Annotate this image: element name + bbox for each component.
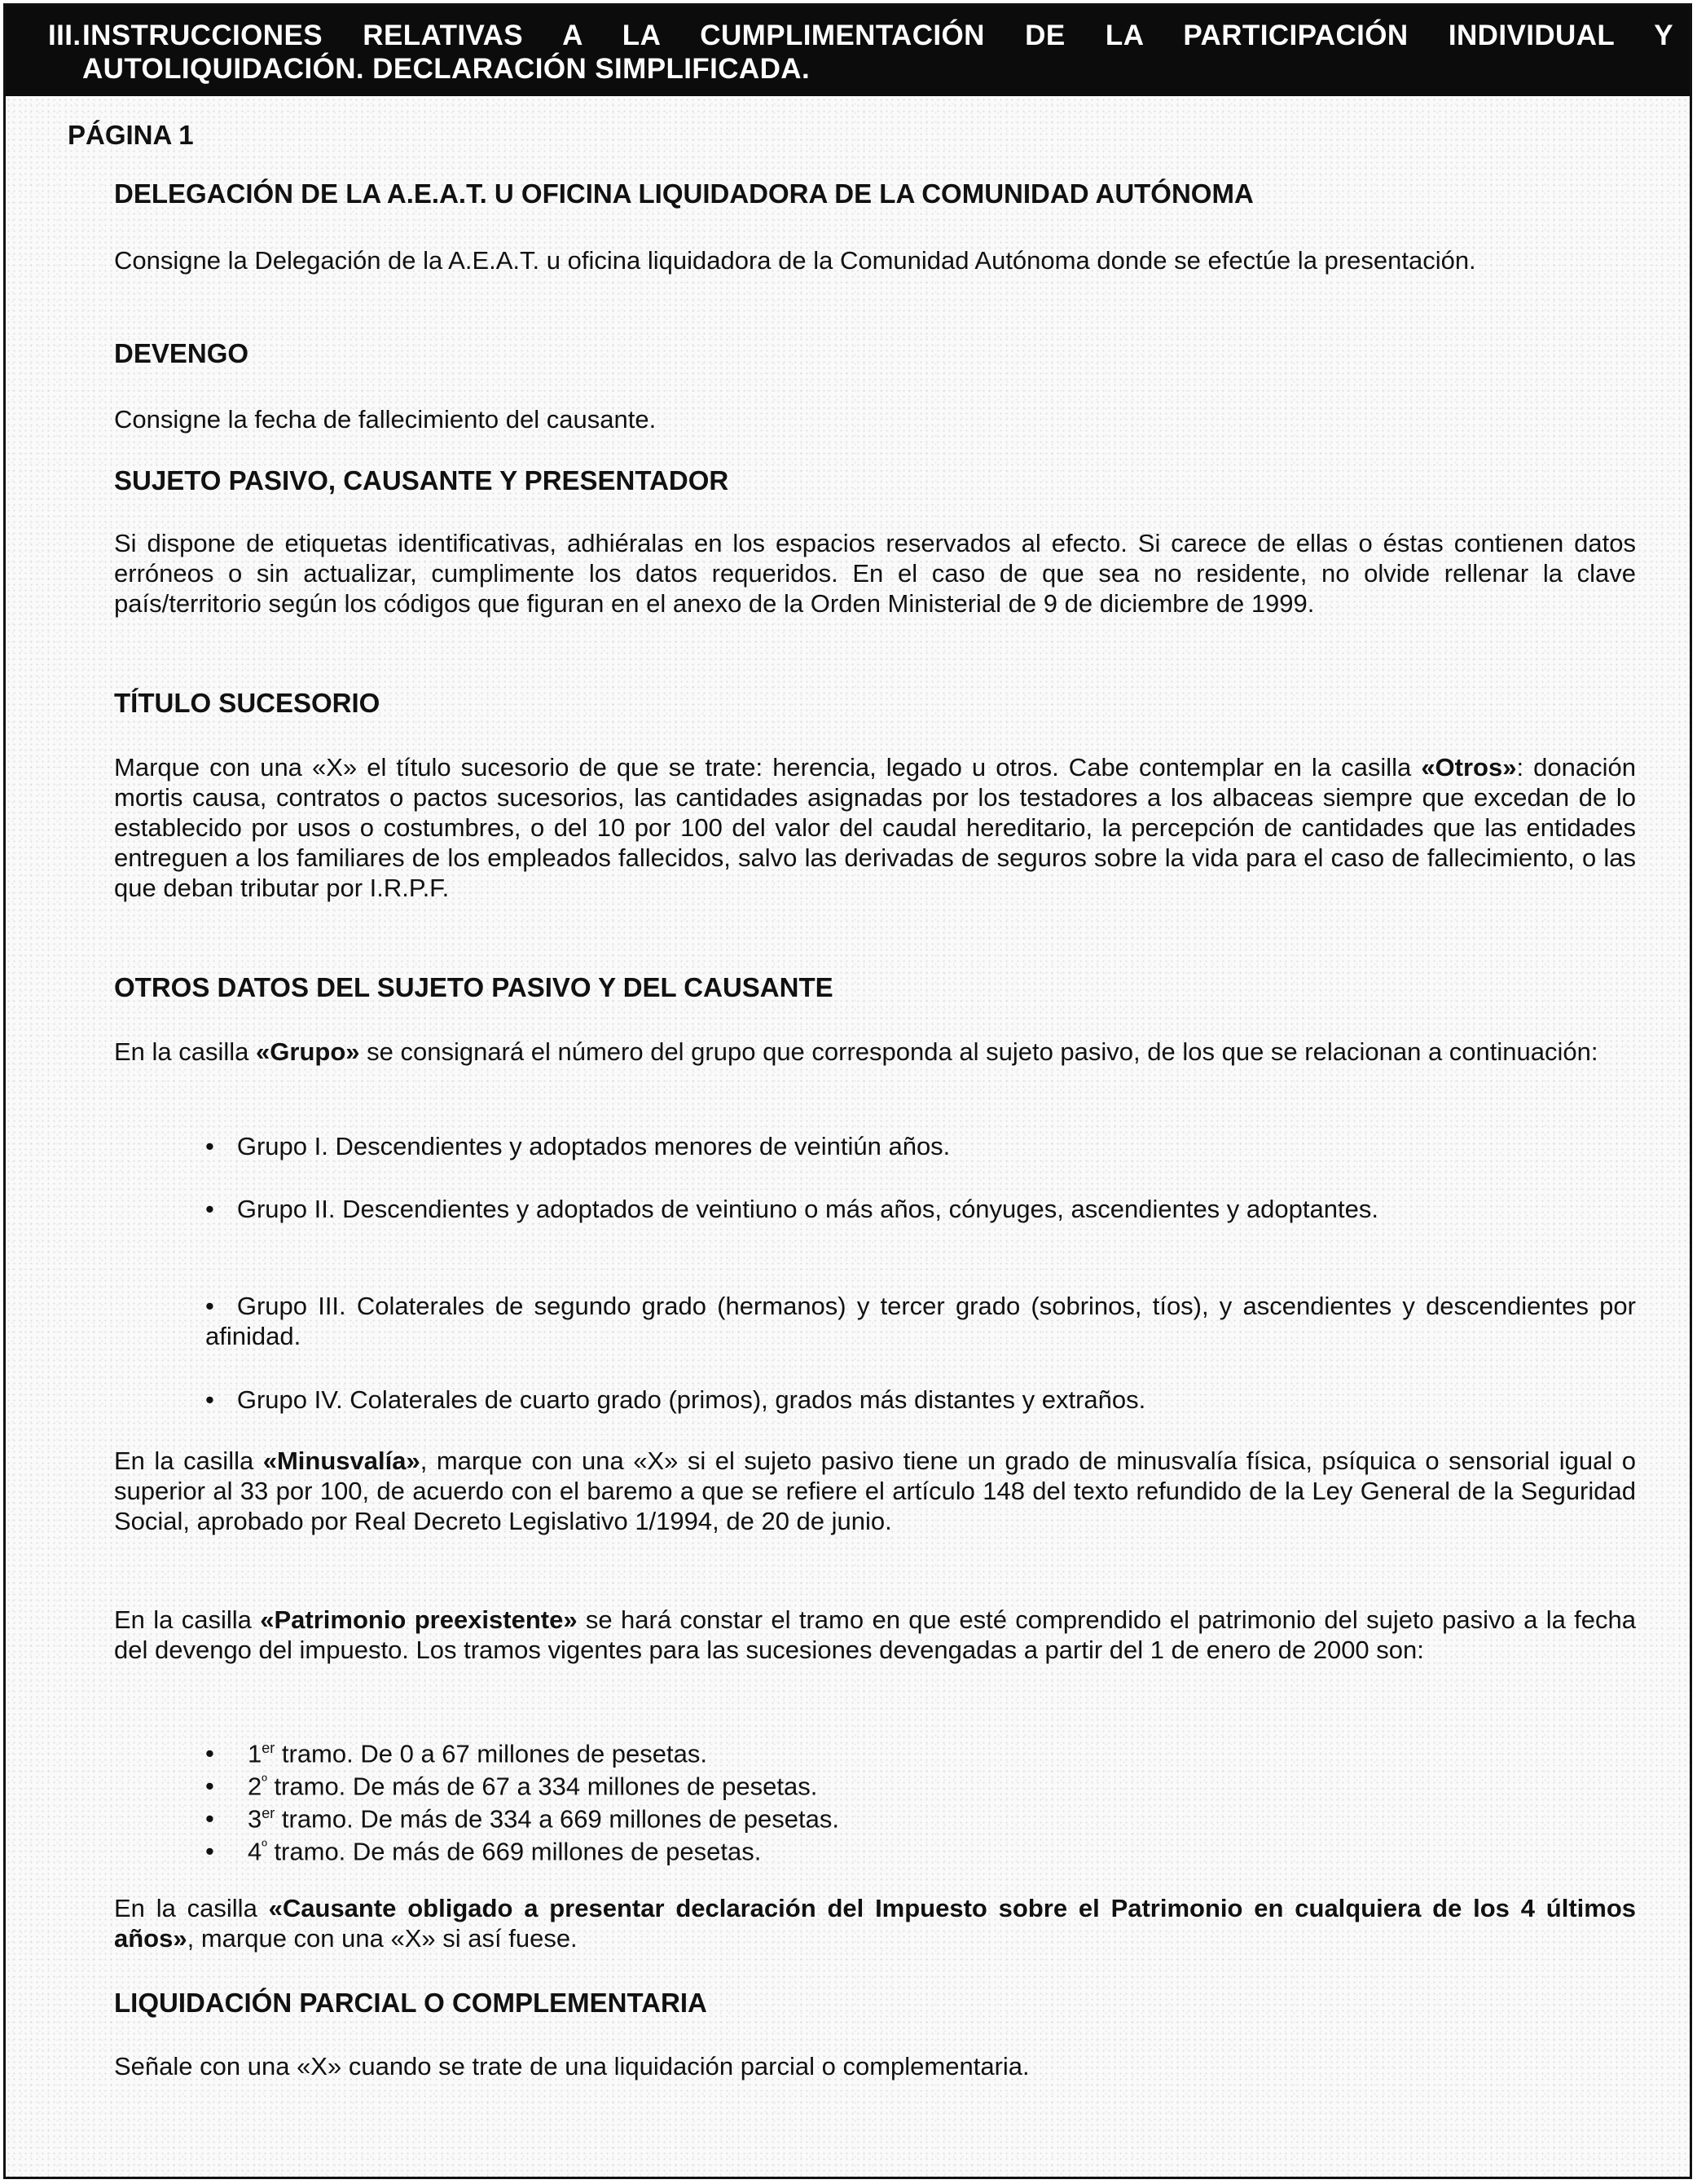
list-item-grupo-1: • Grupo I. Descendientes y adoptados menores de veintiún años. (205, 1132, 951, 1160)
list-item-grupo-4: • Grupo IV. Colaterales de cuarto grado (primos), grados más distantes y extraños. (205, 1385, 1146, 1414)
text-titulo-sucesorio: Marque con una «X» el título sucesorio de que se trate: herencia, legado u otros. Cabe contemplar en la casilla «Otros»: donación mortis causa, contratos o pactos sucesorios, las cantidades asignadas por los testadores a los albaceas siempre que excedan de lo establecido por usos o costumbres, o del 10 por 100 del valor del caudal hereditario, la percepción de cantidades que las entidades entreguen a los familiares de los empleados fallecidos, salvo las derivadas de seguros sobre la vida para el caso de fallecimiento, o las que deban tributar por I.R.P.F. (114, 753, 1636, 902)
bullet: • (205, 1132, 214, 1160)
bullet: • (205, 1385, 214, 1414)
list-item-tramo-1: • 1er tramo. De 0 a 67 millones de pesetas. (205, 1739, 707, 1768)
heading-devengo: DEVENGO (114, 338, 249, 368)
heading-delegacion: DELEGACIÓN DE LA A.E.A.T. U OFICINA LIQUIDADORA DE LA COMUNIDAD AUTÓNOMA (114, 178, 1254, 209)
text-sujeto-pasivo: Si dispone de etiquetas identificativas, adhiéralas en los espacios reservados al efecto. Si carece de ellas o éstas contienen datos erróneos o sin actualizar, cumplimente los datos requeridos. En el caso de que sea no residente, no olvide rellenar la clave país/territorio según los códigos que figuran en el anexo de la Orden Ministerial de 9 de diciembre de 1999. (114, 529, 1636, 618)
page-label: PÁGINA 1 (68, 120, 194, 150)
list-item-tramo-2: • $2^º$ tramo. De más de 67 a 334 millones de pesetas. (205, 1772, 818, 1801)
text-minusvalia: En la casilla «Minusvalía», marque con una «X» si el sujeto pasivo tiene un grado de minusvalía física, psíquica o sensorial igual o superior al 33 por 100, de acuerdo con el baremo a que se refiere el artículo 148 del texto refundido de la Ley General de la Seguridad Social, aprobado por Real Decreto Legislativo 1/1994, de 20 de junio. (114, 1446, 1637, 1535)
section-number: III. (48, 20, 81, 51)
text-patrimonio-preexistente: En la casilla «Patrimonio preexistente» se hará constar el tramo en que esté comprendido el patrimonio del sujeto pasivo a la fecha del devengo del impuesto. Los tramos vigentes para las sucesiones devengadas a partir del 1 de enero de 2000 son: (114, 1605, 1636, 1664)
text-devengo: Consigne la fecha de fallecimiento del causante. (114, 405, 657, 434)
text-liquidacion: Señale con una «X» cuando se trate de una liquidación parcial o complementaria. (114, 2052, 1030, 2081)
section-title-line-2: AUTOLIQUIDACIÓN. DECLARACIÓN SIMPLIFICADA. (82, 53, 811, 85)
heading-otros-datos: OTROS DATOS DEL SUJETO PASIVO Y DEL CAUSANTE (114, 972, 833, 1002)
text-grupo: En la casilla «Grupo» se consignará el número del grupo que corresponda al sujeto pasivo, de los que se relacionan a continuación: (114, 1037, 1598, 1066)
text-causante-obligado: En la casilla «Causante obligado a presentar declaración del Impuesto sobre el Patrimonio en cualquiera de los 4 últimos años», marque con una «X» si así fuese. (114, 1894, 1637, 1953)
heading-titulo-sucesorio: TÍTULO SUCESORIO (114, 688, 380, 718)
list-item-tramo-3: • 3er tramo. De más de 334 a 669 millones de pesetas. (205, 1804, 839, 1834)
instructions-page (3, 3, 1692, 2179)
section-title-line-1: INSTRUCCIONES RELATIVAS A LA CUMPLIMENTACIÓN DE LA PARTICIPACIÓN INDIVIDUAL Y (82, 20, 1673, 51)
page-content (6, 6, 1690, 2177)
text-delegacion: Consigne la Delegación de la A.E.A.T. u oficina liquidadora de la Comunidad Autónoma donde se efectúe la presentación. (114, 246, 1476, 275)
list-item-grupo-3: • Grupo III. Colaterales de segundo grado (hermanos) y tercer grado (sobrinos, tíos), y ascendientes y descendientes por afinidad. (205, 1292, 1636, 1350)
bullet: • (205, 1292, 214, 1320)
list-item-tramo-4: • $4^º$ tramo. De más de 669 millones de pesetas. (205, 1837, 762, 1866)
bullet: • (205, 1195, 214, 1223)
heading-sujeto-pasivo: SUJETO PASIVO, CAUSANTE Y PRESENTADOR (114, 465, 729, 495)
list-item-grupo-2: • Grupo II. Descendientes y adoptados de veintiuno o más años, cónyuges, ascendientes y adoptantes. (205, 1195, 1378, 1223)
heading-liquidacion: LIQUIDACIÓN PARCIAL O COMPLEMENTARIA (114, 1988, 707, 2018)
